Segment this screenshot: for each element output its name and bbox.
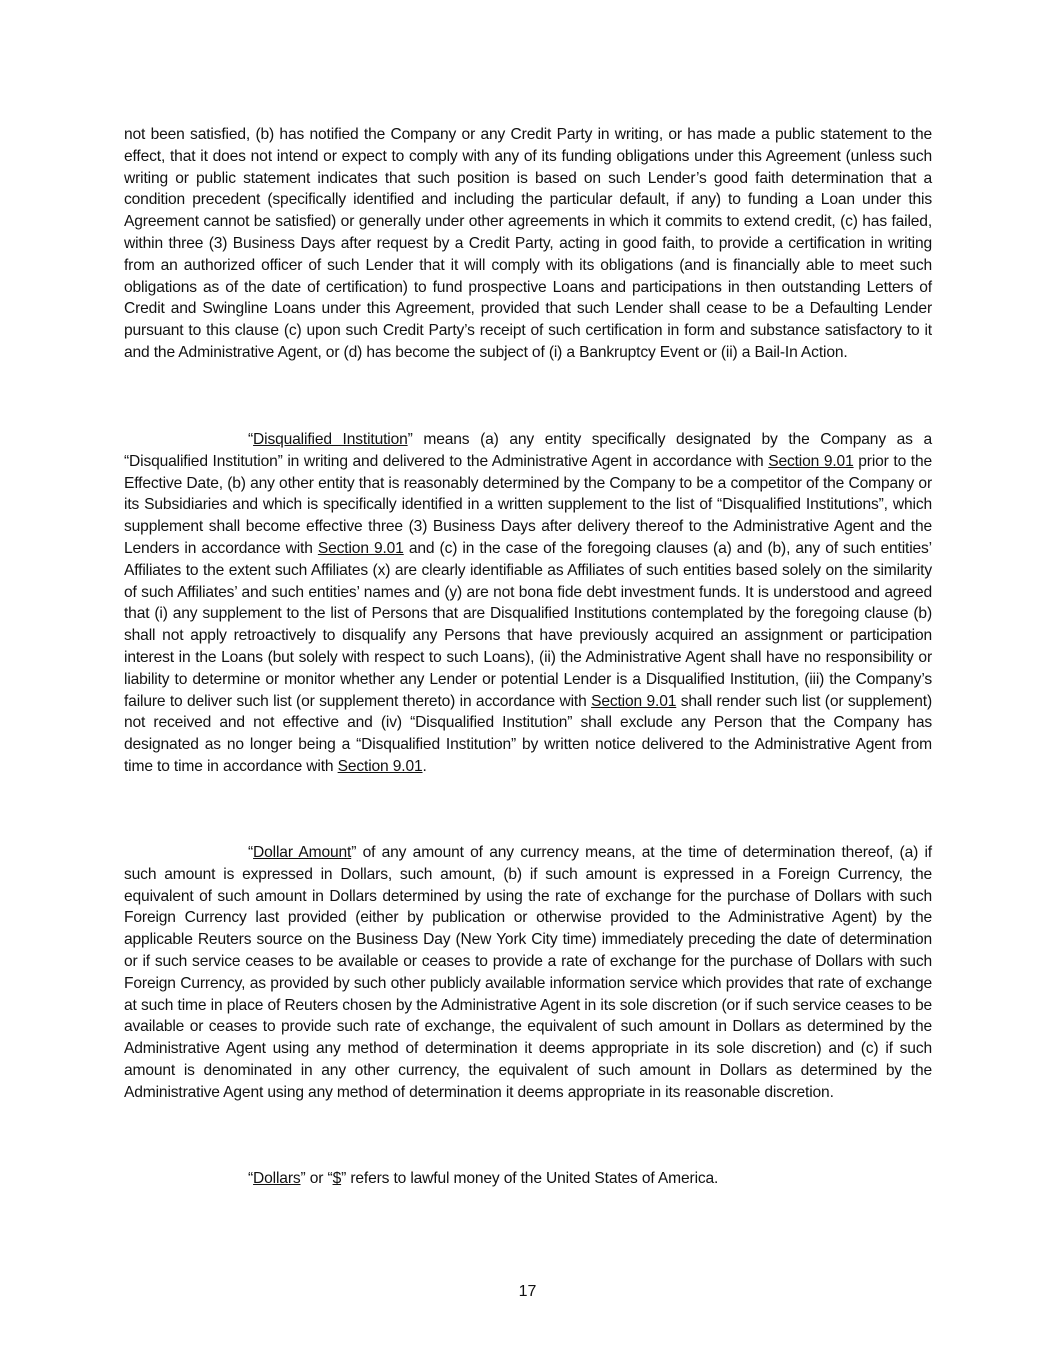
definition-dollar-amount <box>124 842 932 1104</box>
defined-term: Dollars <box>253 1170 301 1187</box>
definition-text: ” refers to lawful money of the United States of America. <box>341 1170 719 1187</box>
definition-text: . <box>422 757 427 775</box>
paragraph-text: not been satisfied, (b) has notified the Company or any Credit Party in writing, or has made a public statement to the effect, that it does not intend or expect to comply with any of its funding obligations under this Agreement (unless such writing or public statement indicates that such position is based on such Lender’s good faith determination that a condition precedent (specifically identified and including the particular default, if any) to funding a Loan under this Agreement cannot be satisfied) or generally under other agreements in which it commits to extend credit, (c) has failed, within three (3) Business Days after request by a Credit Party, acting in good faith, to provide a certification in writing from an authorized officer of such Lender that it will comply with its obligations (and is financially able to meet such obligations as of the date of certification) to fund prospective Loans and participations in then outstanding Letters of Credit and Swingline Loans under this Agreement, provided that such Lender shall cease to be a Defaulting Lender pursuant to this clause (c) upon such Credit Party’s receipt of such certification in form and substance satisfactory to it and the Administrative Agent, or (d) has become the subject of (i) a Bankruptcy Event or (ii) a Bail-In Action. <box>124 126 932 361</box>
page-number: 17 <box>518 1283 537 1300</box>
section-reference: Section 9.01 <box>337 757 423 775</box>
definition-dollars <box>124 1168 932 1190</box>
defined-term: $ <box>332 1170 342 1187</box>
definition-disqualified-institution <box>124 429 932 778</box>
open-quote: “ <box>248 844 254 861</box>
definition-text: ” means (a) any entity specifically designated by the Company as a “Disqualified Institution” in writing and delivered to the Administrative Agent in accordance with <box>124 431 933 470</box>
definition-text: ” of any amount of any currency means, at the time of determination thereof, (a) if such amount is expressed in Dollars, such amount, (b) if such amount is expressed in a Foreign Currency, the equivalent of such amount in Dollars determined by using the rate of exchange for the purchase of Dollars with such Foreign Currency last provided (either by publication or otherwise provided to the Administrative Agent) by the applicable Reuters source on the Business Day (New York City time) immediately preceding the date of determination or if such service ceases to be available or ceases to provide a rate of exchange for the purchase of Dollars with such Foreign Currency, as provided by such other publicly available information service which provides that rate of exchange at such time in place of Reuters chosen by the Administrative Agent in its sole discretion (or if such service ceases to be available or ceases to provide such rate of exchange, the equivalent of such amount in Dollars as determined by the Administrative Agent using any method of determination it deems appropriate in its sole discretion) and (c) if such amount is denominated in any other currency, the equivalent of such amount in Dollars as determined by the Administrative Agent using any method of determination it deems appropriate in its reasonable discretion. <box>124 844 932 1101</box>
definition-text: ” or “ <box>300 1170 333 1187</box>
defined-term: Disqualified Institution <box>253 431 408 448</box>
definition-text: prior to the Effective Date, (b) any other entity that is reasonably determined by the Company to be a competitor of the Company or its Subsidiaries and which is specifically identified in a written supplement to the list of “Disqualified Institutions”, which supplement shall become effective three (3) Business Days after delivery thereof to the Administrative Agent and the Lenders in accordance with <box>124 452 932 557</box>
defined-term: Dollar Amount <box>253 844 352 861</box>
section-reference: Section 9.01 <box>768 452 854 470</box>
open-quote: “ <box>248 1170 254 1187</box>
section-reference: Section 9.01 <box>591 692 677 710</box>
paragraph-defaulting-lender-continued <box>124 124 932 364</box>
definition-text: and (c) in the case of the foregoing clauses (a) and (b), any of such entities’ Affiliates to the extent such Affiliates (x) are clearly identifiable as Affiliates of such entities based solely on the similarity of such Affiliates’ and such entities’ names and (y) are not bona fide debt investment funds. It is understood and agreed that (i) any supplement to the list of Persons that are Disqualified Institutions contemplated by the foregoing clause (b) shall not apply retroactively to disqualify any Persons that have previously acquired an assignment or participation interest in the Loans (but solely with respect to such Loans), (ii) the Administrative Agent shall have no responsibility or liability to determine or monitor whether any Lender or potential Lender is a Disqualified Institution, (iii) the Company’s failure to deliver such list (or supplement thereto) in accordance with <box>124 539 932 710</box>
open-quote: “ <box>248 431 254 448</box>
definition-text: shall render such list (or supplement) not received and not effective and (iv) “Disqualified Institution” shall exclude any Person that the Company has designated as no longer being a “Disqualified Institution” by written notice delivered to the Administrative Agent from time to time in accordance with <box>124 692 932 775</box>
section-reference: Section 9.01 <box>317 539 404 557</box>
